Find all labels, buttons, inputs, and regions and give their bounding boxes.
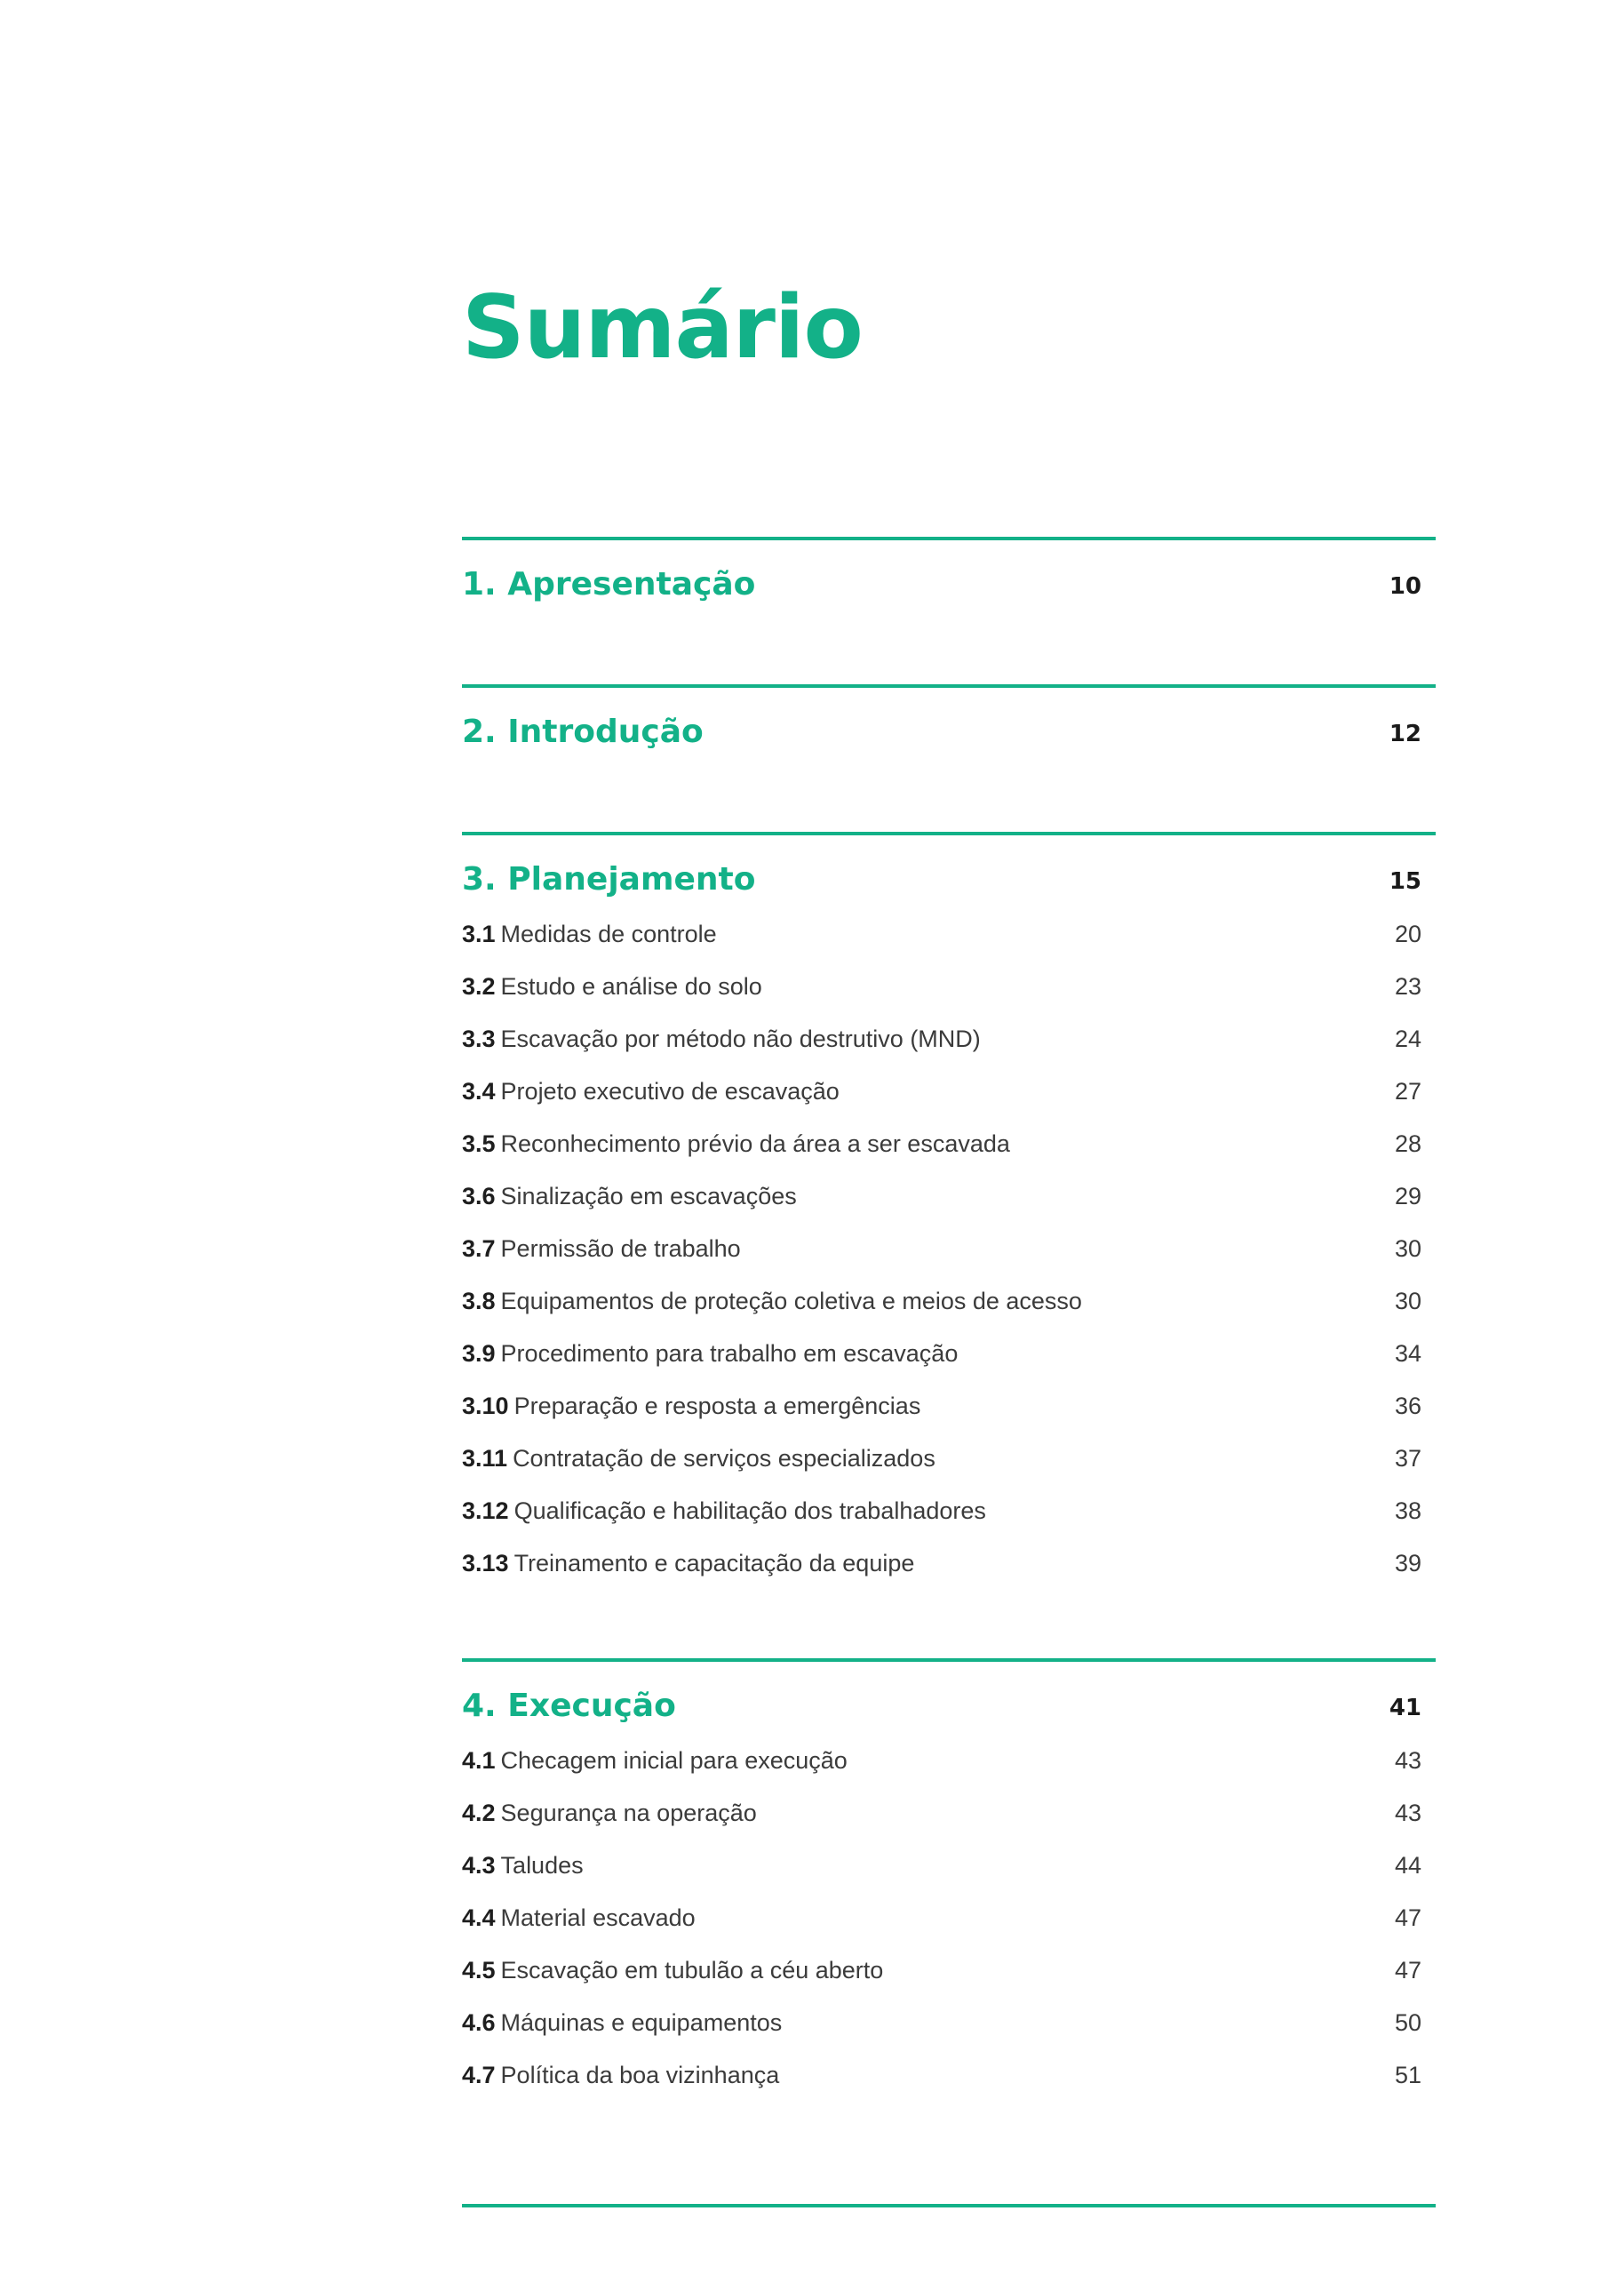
toc-subsection-label: Escavação em tubulão a céu aberto xyxy=(500,1957,884,1984)
toc-section-heading[interactable] xyxy=(462,1681,1436,1735)
toc-subsection-item[interactable] xyxy=(462,1840,1436,1892)
toc-subsection-item[interactable] xyxy=(462,1223,1436,1275)
toc-subsection-number: 3.12 xyxy=(462,1497,509,1524)
toc-subsection-item[interactable] xyxy=(462,1275,1436,1328)
toc-subsection-number: 3.9 xyxy=(462,1340,496,1367)
toc-subsection-number: 3.1 xyxy=(462,921,496,947)
toc-subsection-page-number: 39 xyxy=(1394,1550,1421,1577)
toc-subsection-label: Permissão de trabalho xyxy=(500,1235,741,1262)
toc-subsection-number: 3.8 xyxy=(462,1288,496,1314)
toc-subsection-number: 4.6 xyxy=(462,2009,496,2036)
toc-subsection-number: 3.6 xyxy=(462,1183,496,1209)
toc-subsection-page-number: 29 xyxy=(1394,1183,1421,1209)
toc-subsection-item[interactable] xyxy=(462,1997,1436,2049)
toc-subsection-number: 4.4 xyxy=(462,1904,496,1931)
toc-subsection-number: 3.7 xyxy=(462,1235,496,1262)
toc-subsection-label: Segurança na operação xyxy=(500,1800,757,1826)
toc-subsection-page-number: 38 xyxy=(1394,1497,1421,1524)
toc-subsection-label: Procedimento para trabalho em escavação xyxy=(500,1340,959,1367)
toc-subsection-page-number: 24 xyxy=(1394,1026,1421,1052)
toc-subsection-item[interactable] xyxy=(462,1787,1436,1840)
toc-section-execucao xyxy=(462,1658,1436,2102)
toc-section-title[interactable]: 4. Execução xyxy=(462,1688,676,1724)
toc-section-introducao xyxy=(462,684,1436,761)
toc-subsection-item[interactable] xyxy=(462,1118,1436,1170)
toc-subsection-page-number: 28 xyxy=(1394,1130,1421,1157)
toc-subsection-label: Estudo e análise do solo xyxy=(500,973,762,1000)
toc-section-apresentacao xyxy=(462,537,1436,613)
toc-subsection-item[interactable] xyxy=(462,961,1436,1013)
toc-section-heading[interactable] xyxy=(462,560,1436,613)
toc-subsection-item[interactable] xyxy=(462,1944,1436,1997)
toc-subsection-item[interactable] xyxy=(462,1013,1436,1066)
toc-subsection-page-number: 43 xyxy=(1394,1747,1421,1774)
toc-subsection-label: Política da boa vizinhança xyxy=(500,2062,780,2088)
toc-subsection-page-number: 44 xyxy=(1394,1852,1421,1879)
bottom-divider xyxy=(462,2204,1436,2207)
toc-subsection-label: Contratação de serviços especializados xyxy=(513,1445,935,1472)
toc-subsection-number: 4.3 xyxy=(462,1852,496,1879)
toc-subsection-item[interactable] xyxy=(462,1892,1436,1944)
toc-subsection-item[interactable] xyxy=(462,1170,1436,1223)
toc-subsection-item[interactable] xyxy=(462,2049,1436,2102)
toc-subsection-page-number: 30 xyxy=(1394,1288,1421,1314)
toc-subsection-number: 3.13 xyxy=(462,1550,509,1577)
toc-subsection-number: 3.11 xyxy=(462,1445,508,1472)
toc-subsection-page-number: 43 xyxy=(1394,1800,1421,1826)
toc-subsection-label: Qualificação e habilitação dos trabalhadores xyxy=(513,1497,986,1524)
toc-section-planejamento xyxy=(462,832,1436,1590)
toc-section-title[interactable]: 3. Planejamento xyxy=(462,861,756,898)
toc-subsection-page-number: 47 xyxy=(1394,1904,1421,1931)
toc-subsection-label: Preparação e resposta a emergências xyxy=(513,1393,921,1419)
toc-subsection-number: 3.3 xyxy=(462,1026,496,1052)
toc-subsection-page-number: 30 xyxy=(1394,1235,1421,1262)
toc-subsection-page-number: 36 xyxy=(1394,1393,1421,1419)
toc-subsection-page-number: 37 xyxy=(1394,1445,1421,1472)
toc-subsection-item[interactable] xyxy=(462,1537,1436,1590)
toc-subsection-number: 4.2 xyxy=(462,1800,496,1826)
toc-subsection-page-number: 27 xyxy=(1394,1078,1421,1105)
toc-subsection-label: Projeto executivo de escavação xyxy=(500,1078,840,1105)
toc-subsection-label: Treinamento e capacitação da equipe xyxy=(513,1550,915,1577)
toc-section-page-number: 15 xyxy=(1389,868,1421,895)
toc-subsection-page-number: 20 xyxy=(1394,921,1421,947)
toc-section-heading[interactable] xyxy=(462,707,1436,761)
toc-subsection-label: Reconhecimento prévio da área a ser escavada xyxy=(500,1130,1010,1157)
toc-subsection-number: 4.1 xyxy=(462,1747,496,1774)
toc-subsection-item[interactable] xyxy=(462,1433,1436,1485)
toc-section-page-number: 12 xyxy=(1389,721,1421,747)
toc-section-title[interactable]: 1. Apresentação xyxy=(462,566,756,603)
toc-subsection-list xyxy=(462,1735,1436,2102)
toc-subsection-page-number: 47 xyxy=(1394,1957,1421,1984)
toc-subsection-number: 3.2 xyxy=(462,973,496,1000)
toc-subsection-number: 3.10 xyxy=(462,1393,509,1419)
toc-subsection-label: Medidas de controle xyxy=(500,921,717,947)
toc-subsection-list xyxy=(462,908,1436,1590)
toc-subsection-page-number: 51 xyxy=(1394,2062,1421,2088)
toc-subsection-number: 3.5 xyxy=(462,1130,496,1157)
toc-subsection-number: 3.4 xyxy=(462,1078,496,1105)
toc-subsection-label: Taludes xyxy=(500,1852,584,1879)
toc-subsection-label: Sinalização em escavações xyxy=(500,1183,797,1209)
toc-section-title[interactable]: 2. Introdução xyxy=(462,714,704,750)
toc-subsection-item[interactable] xyxy=(462,1328,1436,1380)
toc-subsection-page-number: 34 xyxy=(1394,1340,1421,1367)
toc-subsection-item[interactable] xyxy=(462,908,1436,961)
toc-section-heading[interactable] xyxy=(462,855,1436,908)
toc-subsection-label: Checagem inicial para execução xyxy=(500,1747,848,1774)
toc-section-page-number: 41 xyxy=(1389,1695,1421,1721)
page-title: Sumário xyxy=(462,277,863,379)
toc-subsection-page-number: 50 xyxy=(1394,2009,1421,2036)
toc-subsection-number: 4.7 xyxy=(462,2062,496,2088)
toc-subsection-item[interactable] xyxy=(462,1380,1436,1433)
toc-subsection-item[interactable] xyxy=(462,1066,1436,1118)
toc-subsection-label: Máquinas e equipamentos xyxy=(500,2009,783,2036)
toc-subsection-label: Material escavado xyxy=(500,1904,696,1931)
toc-subsection-page-number: 23 xyxy=(1394,973,1421,1000)
toc-section-page-number: 10 xyxy=(1389,573,1421,600)
toc-subsection-number: 4.5 xyxy=(462,1957,496,1984)
toc-subsection-item[interactable] xyxy=(462,1735,1436,1787)
toc-subsection-item[interactable] xyxy=(462,1485,1436,1537)
toc-subsection-label: Equipamentos de proteção coletiva e meios de acesso xyxy=(500,1288,1082,1314)
toc-subsection-label: Escavação por método não destrutivo (MND) xyxy=(500,1026,981,1052)
